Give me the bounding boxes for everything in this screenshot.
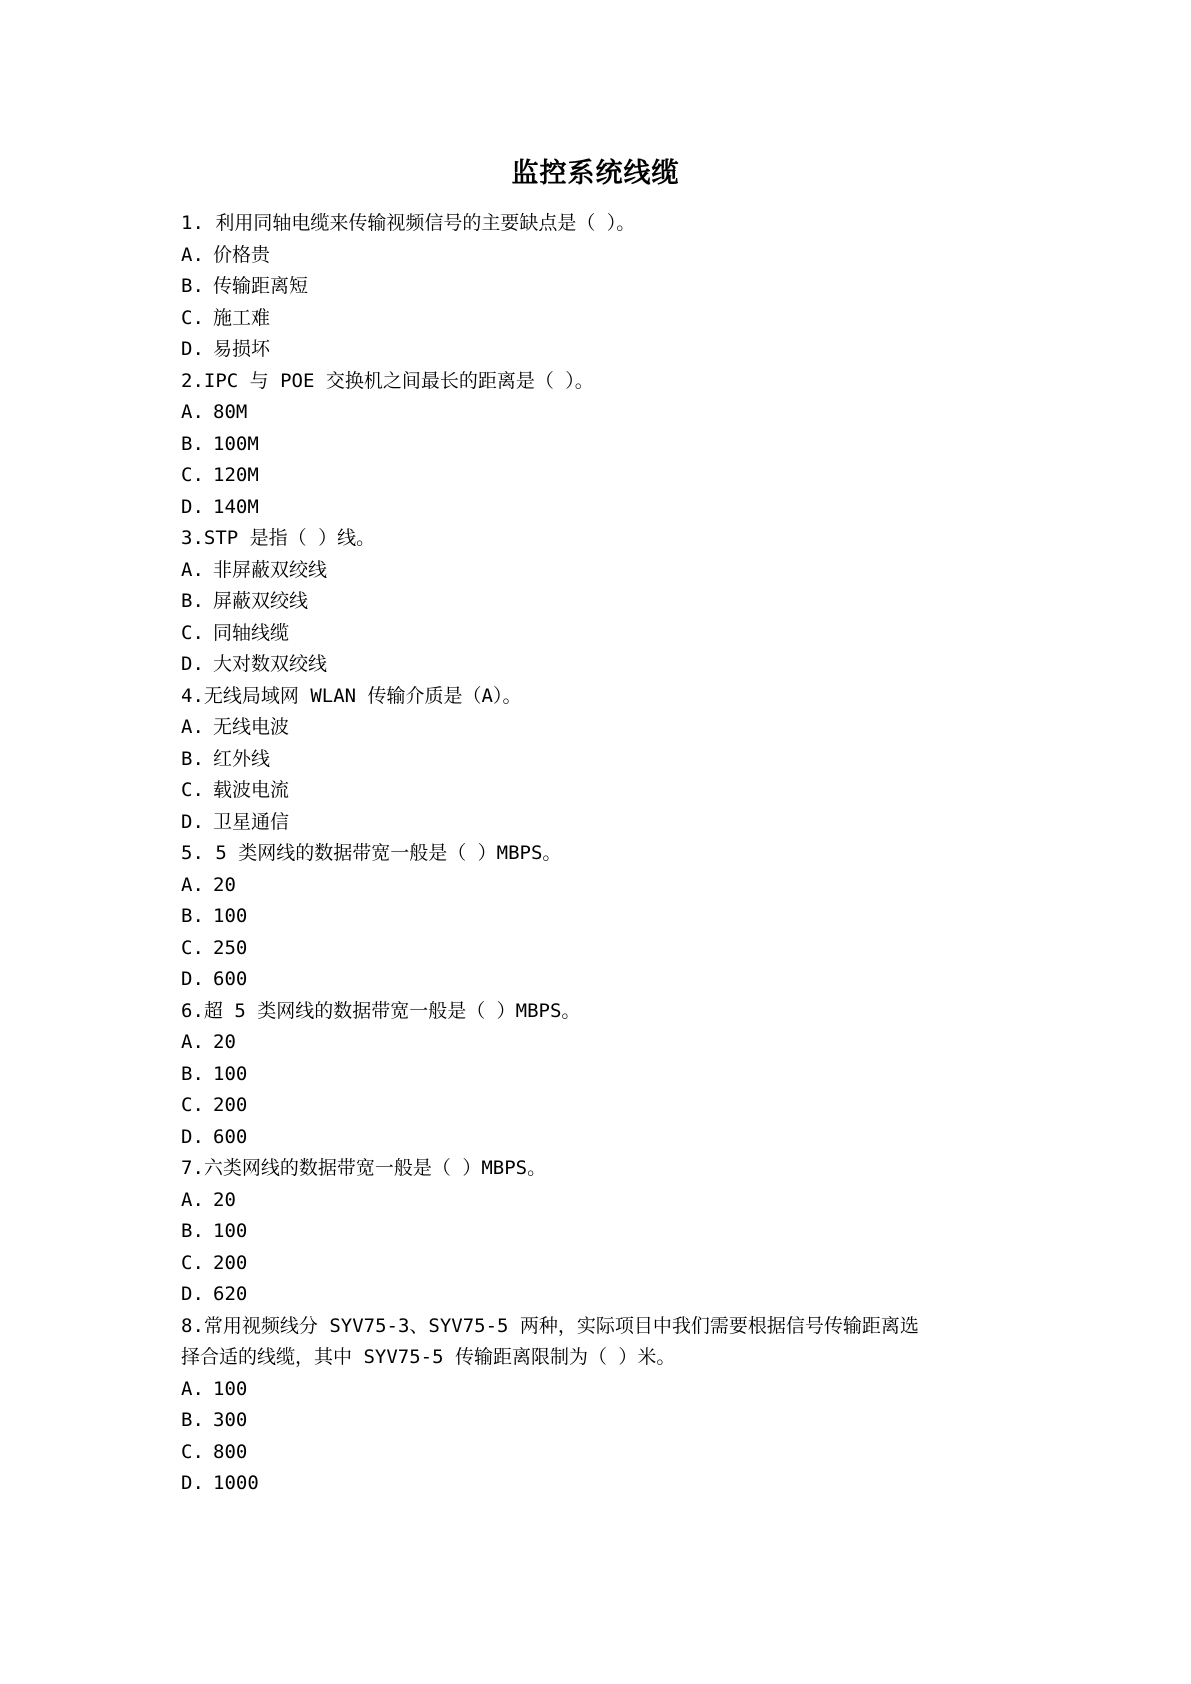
option-text: 1000 — [213, 1472, 259, 1494]
option-text: 易损坏 — [213, 338, 271, 360]
option-letter: C. — [181, 779, 204, 801]
option-text: 屏蔽双绞线 — [213, 590, 309, 612]
option-text: 传输距离短 — [213, 275, 309, 297]
option-letter: C. — [181, 1094, 204, 1116]
question-text-line-1: 8.常用视频线分 SYV75-3、SYV75-5 两种，实际项目中我们需要根据信号传输距离选 — [181, 1314, 919, 1337]
option-a — [181, 1185, 971, 1217]
option-text: 200 — [213, 1251, 248, 1274]
question-text: 2.IPC 与 POE 交换机之间最长的距离是（ ）。 — [181, 369, 594, 392]
option-b — [181, 744, 971, 776]
option-letter: C. — [181, 306, 204, 329]
option-d — [181, 649, 971, 681]
option-c — [181, 460, 971, 492]
question-text: 7.六类网线的数据带宽一般是（ ）MBPS。 — [181, 1157, 547, 1179]
option-text: 800 — [213, 1440, 248, 1463]
option-a — [181, 240, 971, 272]
option-text: 600 — [213, 968, 248, 990]
question-text-line-2: 择合适的线缆，其中 SYV75-5 传输距离限制为（ ）米。 — [181, 1346, 676, 1368]
option-text: 施工难 — [213, 306, 271, 329]
question-8 — [181, 1311, 971, 1500]
option-letter: B. — [181, 1062, 204, 1085]
question-7 — [181, 1153, 971, 1311]
option-b — [181, 1405, 971, 1437]
option-text: 100M — [213, 432, 259, 455]
option-text: 20 — [213, 873, 236, 896]
document-title: 监控系统线缆 — [511, 158, 680, 189]
question-1 — [181, 208, 971, 366]
option-text: 80M — [213, 401, 248, 423]
option-text: 红外线 — [213, 747, 271, 770]
option-letter: D. — [181, 653, 204, 675]
option-text: 20 — [213, 1031, 236, 1053]
option-text: 价格贵 — [213, 243, 271, 266]
option-letter: D. — [181, 495, 204, 518]
option-text: 600 — [213, 1125, 248, 1148]
option-c — [181, 618, 971, 650]
option-text: 300 — [213, 1409, 248, 1431]
option-a — [181, 712, 971, 744]
option-letter: B. — [181, 1409, 204, 1431]
option-a — [181, 1027, 971, 1059]
option-b — [181, 429, 971, 461]
option-c — [181, 1090, 971, 1122]
option-d — [181, 334, 971, 366]
option-letter: B. — [181, 275, 204, 297]
option-c — [181, 933, 971, 965]
option-letter: C. — [181, 1251, 204, 1274]
option-letter: D. — [181, 968, 204, 990]
option-text: 100 — [213, 1220, 248, 1242]
option-letter: B. — [181, 905, 204, 927]
option-letter: D. — [181, 1283, 204, 1305]
option-a — [181, 397, 971, 429]
option-letter: D. — [181, 1125, 204, 1148]
option-letter: C. — [181, 464, 204, 486]
question-6 — [181, 996, 971, 1154]
option-letter: C. — [181, 1440, 204, 1463]
question-5 — [181, 838, 971, 996]
option-letter: A. — [181, 1377, 204, 1400]
option-text: 200 — [213, 1094, 248, 1116]
option-b — [181, 1216, 971, 1248]
option-text: 载波电流 — [213, 779, 290, 801]
option-text: 非屏蔽双绞线 — [213, 558, 328, 581]
question-3 — [181, 523, 971, 681]
option-d — [181, 1122, 971, 1154]
option-text: 140M — [213, 495, 259, 518]
option-c — [181, 1437, 971, 1469]
option-d — [181, 1279, 971, 1311]
option-letter: A. — [181, 558, 204, 581]
option-letter: D. — [181, 810, 204, 833]
option-letter: C. — [181, 621, 204, 644]
option-b — [181, 271, 971, 303]
option-text: 620 — [213, 1283, 248, 1305]
option-a — [181, 1374, 971, 1406]
question-text: 5. 5 类网线的数据带宽一般是（ ）MBPS。 — [181, 842, 562, 864]
option-letter: A. — [181, 1031, 204, 1053]
question-list — [181, 208, 971, 1500]
option-d — [181, 1468, 971, 1500]
option-d — [181, 964, 971, 996]
option-text: 无线电波 — [213, 716, 290, 738]
option-letter: B. — [181, 590, 204, 612]
option-letter: A. — [181, 873, 204, 896]
option-letter: D. — [181, 338, 204, 360]
option-text: 大对数双绞线 — [213, 653, 328, 675]
option-c — [181, 1248, 971, 1280]
question-text: 4.无线局域网 WLAN 传输介质是（A）。 — [181, 684, 522, 707]
option-letter: D. — [181, 1472, 204, 1494]
option-a — [181, 555, 971, 587]
option-text: 20 — [213, 1188, 236, 1211]
question-4 — [181, 681, 971, 839]
option-letter: B. — [181, 1220, 204, 1242]
option-c — [181, 775, 971, 807]
option-letter: A. — [181, 401, 204, 423]
option-text: 100 — [213, 905, 248, 927]
option-letter: A. — [181, 1188, 204, 1211]
option-letter: B. — [181, 747, 204, 770]
option-text: 100 — [213, 1062, 248, 1085]
option-letter: A. — [181, 243, 204, 266]
option-b — [181, 1059, 971, 1091]
option-d — [181, 492, 971, 524]
question-text: 3.STP 是指（ ）线。 — [181, 527, 376, 549]
option-b — [181, 586, 971, 618]
option-text: 100 — [213, 1377, 248, 1400]
option-text: 卫星通信 — [213, 810, 290, 833]
option-d — [181, 807, 971, 839]
question-text: 6.超 5 类网线的数据带宽一般是（ ）MBPS。 — [181, 999, 581, 1022]
option-text: 250 — [213, 936, 248, 959]
option-letter: A. — [181, 716, 204, 738]
option-b — [181, 901, 971, 933]
question-text: 1. 利用同轴电缆来传输视频信号的主要缺点是（ ）。 — [181, 212, 636, 234]
option-letter: C. — [181, 936, 204, 959]
option-c — [181, 303, 971, 335]
option-text: 同轴线缆 — [213, 621, 290, 644]
question-2 — [181, 366, 971, 524]
option-letter: B. — [181, 432, 204, 455]
option-a — [181, 870, 971, 902]
option-text: 120M — [213, 464, 259, 486]
